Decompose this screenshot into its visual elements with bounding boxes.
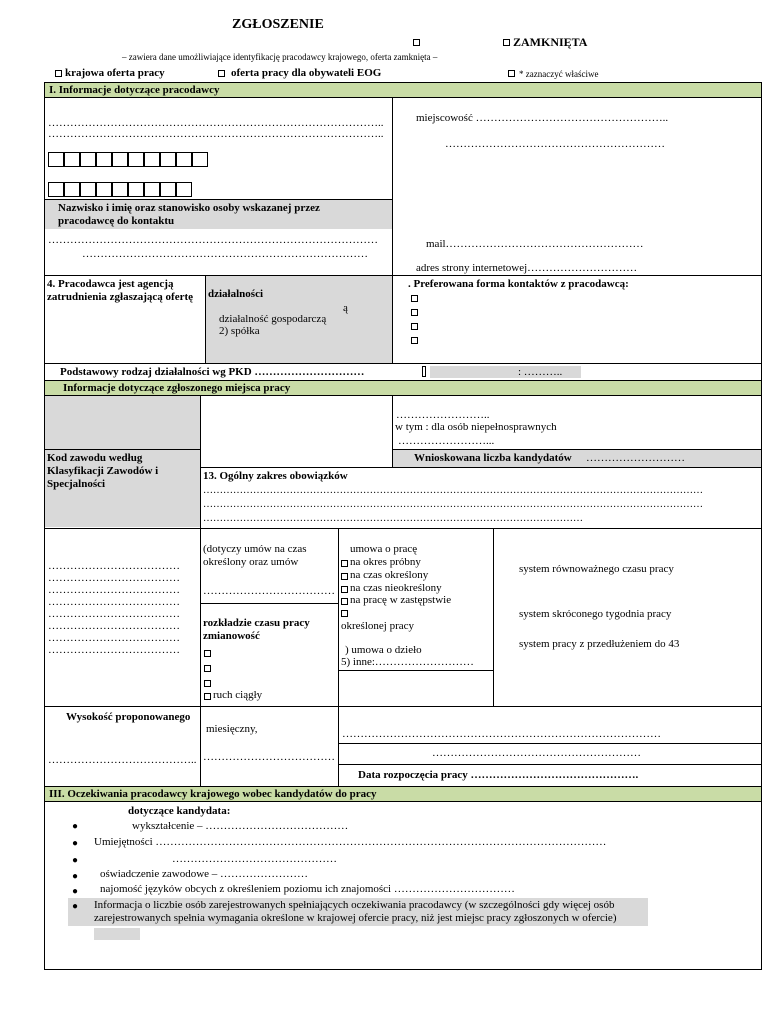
disabled-label: w tym : dla osób niepełnosprawnych	[395, 421, 557, 433]
disabled-count-field[interactable]: ……………………...	[398, 435, 495, 447]
contract-option-4: na pracę w zastępstwie	[350, 594, 452, 606]
address-field[interactable]: ……………………………………………………	[445, 138, 665, 150]
pkd-label: Podstawowy rodzaj działalności wg PKD …………………………	[60, 366, 365, 378]
blank-field[interactable]: ………………………………………	[172, 853, 337, 865]
contract-checkbox-4[interactable]	[341, 598, 348, 605]
contract-option-3: na czas nieokreślony	[350, 582, 442, 594]
contract-checkbox-1[interactable]	[341, 560, 348, 567]
system-option-1[interactable]: system równoważnego czasu pracy	[519, 563, 674, 575]
experience-field[interactable]: oświadczenie zawodowe – ……………………	[100, 868, 309, 880]
mail-field[interactable]: mail………………………………………………	[426, 238, 644, 250]
form-title: ZGŁOSZENIE	[232, 17, 324, 32]
shift-label: rozkładzie czasu pracy zmianowość	[203, 617, 310, 642]
skills-field[interactable]: Umiejętności ……………………………………………………………………………………………………………	[94, 836, 607, 848]
contract-option-2: na czas określony	[350, 569, 429, 581]
section-1-header: I. Informacje dotyczące pracodawcy	[44, 82, 762, 98]
pkd-box[interactable]	[422, 366, 426, 377]
duties-line-3[interactable]: ……………………………………………………………………………………………………	[203, 513, 583, 524]
contact-form-checkbox-2[interactable]	[411, 309, 418, 316]
candidate-subtitle: dotyczące kandydata:	[128, 805, 231, 817]
contact-person-line-2[interactable]: ……………………………………………………………………	[82, 248, 368, 260]
contact-form-checkbox-1[interactable]	[411, 295, 418, 302]
salary-type-field[interactable]: ………………………………	[203, 751, 335, 763]
website-field[interactable]: adres strony internetowej…………………………	[416, 262, 638, 274]
mark-note: * zaznaczyć właściwe	[519, 69, 599, 79]
start-date-field[interactable]: Data rozpoczęcia pracy ……………………………………….	[358, 769, 639, 781]
contact-form-checkbox-4[interactable]	[411, 337, 418, 344]
activity-title: działalności	[208, 288, 264, 300]
contract-checkbox-3[interactable]	[341, 586, 348, 593]
contract-title: umowa o pracę	[350, 543, 418, 555]
form-subtitle: – zawiera dane umożliwiające identyfikację pracodawcy krajowego, oferta zamknięta –	[122, 52, 438, 62]
duties-label: 13. Ogólny zakres obowiązków	[203, 470, 348, 482]
workplace-extra-field-2[interactable]: …………………………………………………	[432, 747, 641, 759]
fixed-term-field[interactable]: ………………………………	[203, 585, 335, 597]
eog-offer-label: oferta pracy dla obywateli EOG	[231, 67, 382, 79]
contact-form-checkbox-3[interactable]	[411, 323, 418, 330]
contract-option-6: ) umowa o dzieło	[345, 644, 422, 656]
section-3-header: III. Oczekiwania pracodawcy krajowego wobec kandydatów do pracy	[44, 786, 762, 802]
bullet-icon: ●	[72, 821, 79, 832]
shift-checkbox-3[interactable]	[204, 680, 211, 687]
contact-person-label: Nazwisko i imię oraz stanowisko osoby wskazanej przez pracodawcę do kontaktu	[58, 202, 320, 227]
languages-field[interactable]: najomość języków obcych z określeniem poziomu ich znajomości ……………………………	[100, 883, 515, 895]
employer-name-line-1[interactable]: ………………………………………………………………………………..	[48, 117, 384, 129]
bullet-icon: ●	[72, 886, 79, 897]
workplace-extra-field-1[interactable]: ……………………………………………………………………………	[342, 728, 661, 740]
eog-offer-checkbox[interactable]	[218, 70, 225, 77]
activity-option-2[interactable]: 2) spółka	[219, 325, 260, 337]
contract-checkbox-2[interactable]	[341, 573, 348, 580]
domestic-offer-checkbox[interactable]	[55, 70, 62, 77]
contract-option-5: określonej pracy	[341, 620, 414, 632]
duties-line-2[interactable]: ……………………………………………………………………………………………………………………………………	[203, 499, 703, 510]
contact-person-line-1[interactable]: ………………………………………………………………………………	[48, 234, 378, 246]
pkd-code-field[interactable]: : ………..	[518, 366, 563, 378]
bullet-icon: ●	[72, 855, 79, 866]
open-checkbox[interactable]	[413, 39, 420, 46]
bullet-icon: ●	[72, 901, 79, 912]
employer-name-line-2[interactable]: ………………………………………………………………………………..	[48, 128, 384, 140]
workplace-header: Informacje dotyczące zgłoszonego miejsca pracy	[44, 380, 762, 396]
bullet-icon: ●	[72, 838, 79, 849]
shift-checkbox-2[interactable]	[204, 665, 211, 672]
vacancy-count-field[interactable]: ……………………..	[396, 409, 490, 421]
candidates-label: Wnioskowana liczba kandydatów	[414, 452, 572, 464]
closed-label: ZAMKNIĘTA	[513, 35, 588, 49]
domestic-offer-label: krajowa oferta pracy	[65, 67, 165, 79]
contract-checkbox-5[interactable]	[341, 610, 348, 617]
occupation-code-label: Kod zawodu według Klasyfikacji Zawodów i Specjalności	[47, 452, 159, 490]
fixed-term-note: (dotyczy umów na czas określony oraz umów	[203, 543, 307, 568]
activity-option-1[interactable]: działalność gospodarczą	[219, 313, 327, 325]
contact-form-label: . Preferowana forma kontaktów z pracodawcą:	[408, 278, 629, 290]
system-option-2[interactable]: system skróconego tygodnia pracy	[519, 608, 672, 620]
monthly-label: miesięczny,	[206, 723, 258, 735]
closed-checkbox[interactable]	[503, 39, 510, 46]
education-field[interactable]: wykształcenie – …………………………………	[132, 820, 349, 832]
agency-label: 4. Pracodawca jest agencją zatrudnienia zgłaszającą ofertę	[47, 278, 194, 303]
shift-checkbox-1[interactable]	[204, 650, 211, 657]
candidates-field[interactable]: ………………………	[586, 452, 685, 464]
mark-checkbox-sample	[508, 70, 515, 77]
duties-line-1[interactable]: ……………………………………………………………………………………………………………………………………	[203, 485, 703, 496]
activity-suffix: ą	[343, 302, 348, 314]
salary-field[interactable]: …………………………………..	[48, 754, 197, 766]
bullet-icon: ●	[72, 871, 79, 882]
contract-option-other[interactable]: 5) inne:………………………	[341, 656, 474, 668]
continuous-checkbox[interactable]	[204, 693, 211, 700]
salary-label: Wysokość proponowanego	[66, 711, 191, 723]
system-option-3[interactable]: system pracy z przedłużeniem do 43	[519, 638, 680, 650]
city-field[interactable]: miejscowość ……………………………………………..	[416, 112, 669, 124]
continuous-label: ruch ciągły	[213, 689, 263, 701]
contract-option-1: na okres próbny	[350, 556, 421, 568]
registered-info-label: Informacja o liczbie osób zarejestrowanych spełniających oczekiwania pracodawcy (w szczególności gdy więcej osób zarejestrowanych spełnia wymagania określone w krajowej ofercie pracy, niż jest miejsc pracy zgłoszonych w ofercie)	[94, 899, 617, 924]
